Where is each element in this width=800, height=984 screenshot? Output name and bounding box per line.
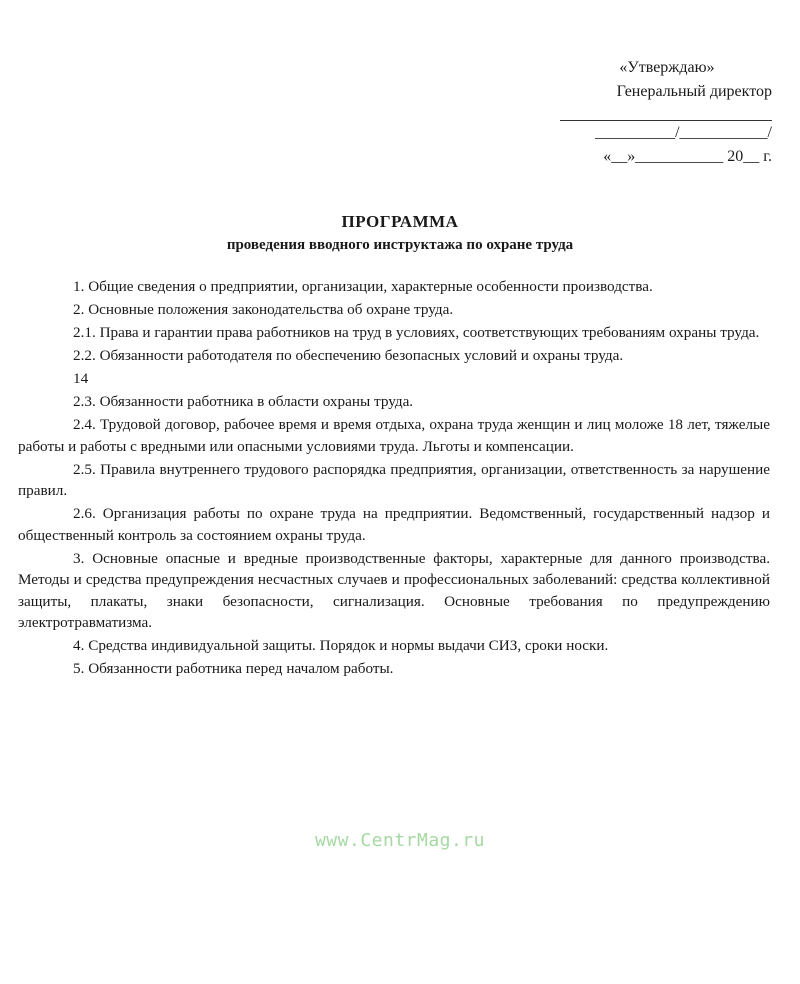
list-item: 2.3. Обязанности работника в области охраны труда.: [73, 393, 414, 410]
list-item: 4. Средства индивидуальной защиты. Порядок и нормы выдачи СИЗ, сроки носки.: [73, 637, 609, 654]
program-content: [18, 276, 770, 681]
list-item: 2. Основные положения законодательства об охране труда.: [73, 301, 454, 318]
approval-position: Генеральный директор: [616, 83, 772, 100]
approval-block: [522, 56, 772, 169]
list-item: 2.1. Права и гарантии права работников на труд в условиях, соответствующих требованиям охраны труда.: [73, 324, 760, 341]
document-title: ПРОГРАММА: [341, 212, 459, 231]
list-item: 2.4. Трудовой договор, рабочее время и время отдыха, охрана труда женщин и лиц моложе 18 лет, тяжелые работы и работы с вредными или опасными условиями труда. Льготы и компенсации.: [18, 416, 770, 455]
page-number: 14: [73, 370, 89, 387]
list-item: 5. Обязанности работника перед началом работы.: [73, 660, 394, 677]
signature-blank-line: [560, 106, 772, 121]
list-item: 1. Общие сведения о предприятии, организации, характерные особенности производства.: [73, 278, 653, 295]
list-item: 2.5. Правила внутреннего трудового распорядка предприятия, организации, ответственность за нарушение правил.: [18, 460, 770, 499]
date-line: «__»___________ 20__ г.: [603, 148, 772, 165]
list-item: 2.6. Организация работы по охране труда на предприятии. Ведомственный, государственный надзор и общественный контроль за состоянием охраны труда.: [18, 505, 770, 544]
watermark: www.CentrMag.ru: [314, 830, 486, 851]
approval-title: «Утверждаю»: [619, 59, 715, 76]
document-subtitle: проведения вводного инструктажа по охране труда: [226, 237, 574, 253]
signature-line: __________/___________/: [595, 124, 772, 141]
document-heading: [0, 210, 800, 256]
list-item: 2.2. Обязанности работодателя по обеспечению безопасных условий и охраны труда.: [73, 347, 624, 364]
list-item: 3. Основные опасные и вредные производственные факторы, характерные для данного производства. Методы и средства предупреждения несчастных случаев и профессиональных заболеваний: средства коллективной защиты, плакаты, знаки безопасности, сигнализация. Основные требования по предупреждению электротравматизма.: [18, 549, 770, 631]
